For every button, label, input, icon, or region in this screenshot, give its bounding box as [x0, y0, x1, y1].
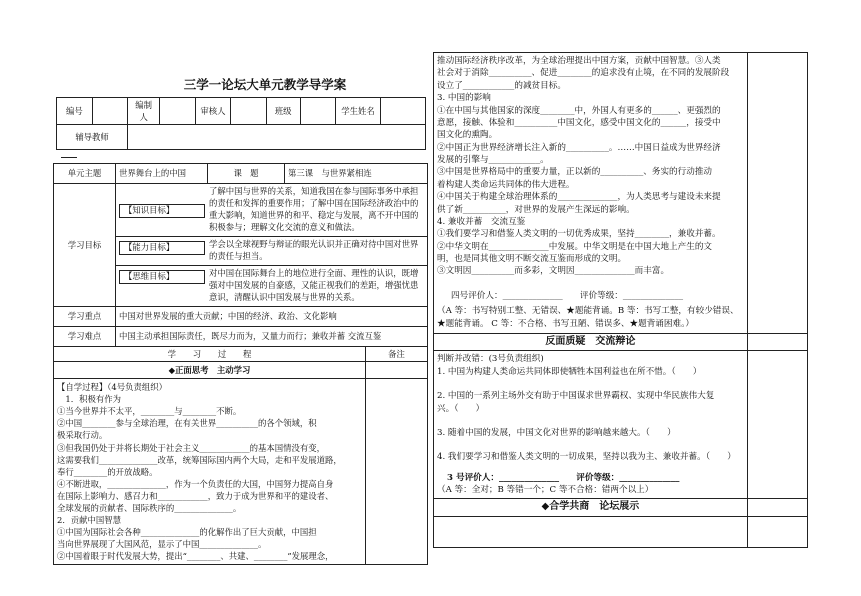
judge-line: 兴。（ ） [437, 403, 485, 414]
right-table [433, 52, 808, 548]
judgment-content [434, 351, 748, 499]
left-line: ②中国着眼于时代发展大势，提出“________、共建、________”发展理念， [57, 551, 334, 562]
judge-line: 2. 中国的一系列主场外交有助于中国谋求世界霸权、实现中华民族伟大复 [437, 391, 715, 402]
reviewer-cell[interactable] [231, 98, 266, 125]
group3-evaluator: 3 号评价人：______________ 评价等级：______________ [447, 472, 680, 483]
unit-value: 世界舞台上的中国 [116, 164, 208, 184]
header-row-1 [57, 98, 426, 125]
left-line: ①中国为国际社会各种______________的化解作出了巨大贡献，中国担 [57, 527, 317, 538]
remarks-label: 备注 [366, 346, 428, 361]
class-cell[interactable] [300, 98, 335, 125]
reviewer-label: 审核人 [195, 98, 231, 125]
self-study-content [54, 379, 366, 565]
right-content-row [434, 53, 808, 334]
right-content [434, 53, 748, 334]
info-table [53, 163, 428, 565]
left-line: 当向世界展现了大国风范，显示了中国______________。 [57, 539, 267, 550]
right-line: ③文明因__________而多彩，文明因______________而丰富。 [437, 266, 670, 277]
right-band-row [434, 333, 808, 351]
right-line: ③中国是世界格局中的重要力量，正以新的__________、务实的行动推动 [437, 167, 713, 178]
difficulty-label: 学习难点 [54, 326, 116, 346]
number-label: 编号 [57, 98, 93, 125]
process-row [54, 346, 428, 361]
page-title: 三学一论坛大单元教学导学案 [183, 77, 347, 92]
knowledge-goal-text: 了解中国与世界的关系，知道我国在参与国际事务中承担的责任和发挥的重要作用；了解中国在国际经济政治中的重大影响，知道世界的和平、稳定与发展，离不开中国的积极参与；理解文化交流的意义和做法。 [209, 186, 419, 232]
right-line: 明，也是同其他文明不断交流互鉴而形成的文明。 [437, 254, 627, 264]
number-cell[interactable] [92, 98, 127, 125]
right-remarks-cell [747, 333, 807, 351]
student-name-label: 学生姓名 [335, 98, 380, 125]
left-line: 1．积极有作为 [57, 394, 121, 405]
right-line: ②中国正为世界经济增长注入新的__________。……中国日益成为世界经济 [437, 142, 721, 153]
right-line: ①我们要学习和借鉴人类文明的一切优秀成果，坚持________，兼收并蓄。 [437, 229, 721, 240]
left-content-row [54, 379, 428, 565]
left-band-row [54, 362, 428, 379]
judge-line: 判断并改错：(3号负责组织) [437, 354, 544, 365]
tutor-label: 辅导教师 [57, 125, 128, 150]
right-line: 设立了____________的减贫目标。 [437, 80, 566, 91]
unit-label: 单元主题 [54, 164, 116, 184]
divider-dash [61, 157, 77, 158]
thinking-goal-tag: 【思维目标】 [119, 270, 205, 284]
forum-content [434, 516, 748, 547]
forum-content-row [434, 516, 808, 547]
right-line: 推动国际经济秩序改革，为全球治理提出中国方案，贡献中国智慧。③人类 [437, 56, 721, 66]
remarks-cell [366, 362, 428, 379]
left-line: ③但我国仍处于并将长期处于社会主义____________的基本国情没有变， [57, 442, 325, 453]
difficulty-row [54, 326, 428, 346]
reverse-questioning-band: 反面质疑 交流辩论 [434, 333, 748, 351]
forum-band-row [434, 499, 808, 517]
goal-label: 学习目标 [54, 184, 116, 307]
editor-label: 编制人 [128, 98, 160, 125]
key-point-row [54, 306, 428, 326]
left-line: ②中国________参与全球治理，在有关世界__________的各个领域，积 [57, 418, 317, 429]
right-remarks-cell [747, 516, 807, 547]
key-point-label: 学习重点 [54, 306, 116, 326]
left-line: 【自学过程】（4号负责组织） [57, 382, 168, 393]
right-remarks-cell [747, 499, 807, 517]
thinking-goal-text: 对中国在国际舞台上的地位进行全面、理性的认识，既增强对中国发展的自豪感，又能正视我们的差距，增强忧患意识，清醒认识中国发展与世界的关系。 [209, 267, 419, 302]
left-line: 奉行________的开放战略。 [57, 466, 158, 477]
left-line: 全球发展的贡献者、国际秩序的______________。 [57, 502, 242, 513]
process-label: 学 习 过 程 [54, 346, 366, 361]
left-line: 极采取行动。 [57, 430, 108, 441]
right-remarks-cell [747, 53, 807, 334]
right-line: 意愿，接触、体验和__________中国文化，感受中国文化的______，接受中 [437, 117, 721, 128]
left-line: 2．贡献中国智慧 [57, 515, 121, 526]
right-line: 社会对于消除__________、促进________的追求没有止境，在不同的发展阶段 [437, 68, 730, 79]
right-line: 供了新__________，对世界的发展产生深远的影响。 [437, 204, 635, 215]
class-label: 班级 [266, 98, 300, 125]
tutor-cell[interactable] [128, 125, 426, 150]
left-line: 在国际上影响力、感召力和____________，致力于成为世界和平的建设者、 [57, 490, 334, 501]
header-table [56, 97, 426, 150]
right-line: 着构建人类命运共同体的伟大进程。 [437, 179, 575, 190]
right-line: 国文化的熏陶。 [437, 130, 498, 141]
left-line: ①当今世界并不太平，________与________不断。 [57, 406, 242, 417]
student-name-cell[interactable] [381, 98, 426, 125]
right-line: ①在中国与其他国家的深度________中，外国人有更多的______、更强烈的 [437, 105, 721, 116]
right-line: 4. 兼收并蓄 交流互鉴 [437, 216, 526, 227]
editor-cell[interactable] [160, 98, 195, 125]
positive-thinking-band: ◆正面思考 主动学习 [54, 362, 366, 379]
left-line: ④不断进取，______________，作为一个负责任的大国，中国努力提高自身 [57, 478, 334, 489]
group3-grade-note: （A 等：全对；B 等错一个；C 等不合格：错两个以上） [437, 485, 654, 496]
group4-grade-note: （A 等：书写特别工整、无错误、★题能背诵。B 等：书写工整，有较少错误、★题能背诵。 C 等：不合格、书写丑陋、错误多、★题背诵困难。） [437, 306, 739, 330]
remarks-cell [366, 379, 428, 565]
right-line: ④中国关于构建全球治理体系的______________，为人类思考与建设未来提 [437, 192, 721, 203]
key-point-value: 中国对世界发展的重大贡献；中国的经济、政治、文化影响 [116, 306, 428, 326]
judge-row [434, 351, 808, 499]
judge-line: 1. 中国为构建人类命运共同体即使牺牲本国利益也在所不惜。（ ） [437, 366, 702, 377]
unit-row [54, 164, 428, 184]
left-line: 这需要我们______________改革，统筹国际国内两个大局，走和平发展道路， [57, 454, 342, 465]
judge-line: 3. 随着中国的发展，中国文化对世界的影响越来越大。（ ） [437, 427, 676, 438]
group4-evaluator: 四号评价人：______________ 评价等级：______________ [451, 290, 684, 301]
header-row-2 [57, 125, 426, 150]
right-line: 3. 中国的影响 [437, 93, 491, 104]
right-line: ②中华文明在______________中发展。中华文明是在中国大地上产生的文 [437, 241, 713, 252]
lesson-label: 课 题 [208, 164, 285, 184]
ability-goal-tag: 【能力目标】 [119, 241, 205, 255]
knowledge-goal-tag: 【知识目标】 [119, 204, 205, 218]
judge-line: 4. 我们要学习和借鉴人类文明的一切成果，坚持以我为主、兼收并蓄。（ ） [437, 452, 736, 463]
difficulty-value: 中国主动承担国际责任，既尽力而为，又量力而行；兼收并蓄 交流互鉴 [116, 326, 428, 346]
lesson-value: 第三课 与世界紧相连 [285, 164, 428, 184]
goal-row-1 [54, 184, 428, 237]
right-line: 发展的引擎与____________。 [437, 155, 549, 165]
right-remarks-cell [747, 351, 807, 499]
ability-goal-text: 学会以全球视野与辩证的眼光认识并正确对待中国对世界的责任与担当。 [209, 239, 419, 261]
forum-display-band: ◆合学共商 论坛展示 [434, 499, 748, 517]
